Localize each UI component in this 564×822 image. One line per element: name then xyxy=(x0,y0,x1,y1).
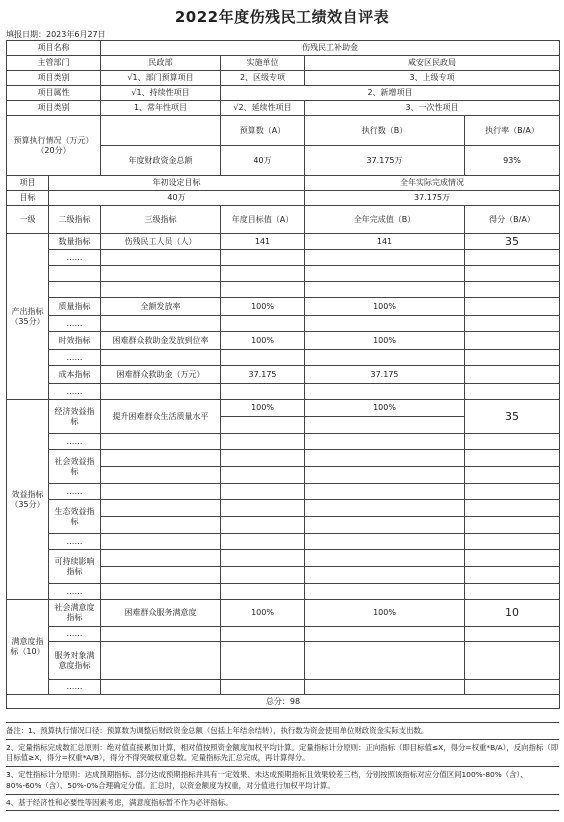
attr-opt-1: √1、持续性项目 xyxy=(101,86,221,101)
effect-ellipsis-3: …… xyxy=(49,534,101,550)
output-ellipsis-4: …… xyxy=(49,384,101,400)
budget-blank xyxy=(101,116,221,146)
label-project-name: 项目名称 xyxy=(7,41,101,56)
type2-opt-1: 1、常年性项目 xyxy=(101,101,221,116)
output-quality-target: 100% xyxy=(221,298,305,316)
budget-label: 预算执行情况（万元）（20分） xyxy=(7,116,101,176)
col-head-level3: 三级指标 xyxy=(101,206,221,234)
budget-value-rate: 93% xyxy=(465,146,560,176)
notes-section xyxy=(6,722,559,811)
budget-row-label: 年度财政资金总额 xyxy=(101,146,221,176)
effect-social-label: 社会效益指标 xyxy=(49,450,101,484)
budget-value-b: 37.175万 xyxy=(305,146,465,176)
type1-opt-3: 3、上级专项 xyxy=(305,71,560,86)
type2-opt-3: 3、一次性项目 xyxy=(305,101,560,116)
satisfy-score: 10 xyxy=(465,600,560,627)
value-impl: 咸安区民政局 xyxy=(305,56,560,71)
effect-sustain-label: 可持续影响指标 xyxy=(49,550,101,584)
goal-header-actual: 全年实际完成情况 xyxy=(305,176,560,191)
output-cost-label: 成本指标 xyxy=(49,366,101,384)
label-dept: 主管部门 xyxy=(7,56,101,71)
fill-date: 填报日期：2023年6月27日 xyxy=(6,30,106,39)
goal-value-actual: 37.175万 xyxy=(305,191,560,206)
label-type1: 项目类别 xyxy=(7,71,101,86)
note-4: 4、基于经济性和必要性等因素考虑，满意度指标暂不作为必评指标。 xyxy=(6,794,559,812)
effect-ellipsis-1: …… xyxy=(49,434,101,450)
effect-econ-actual: 100% xyxy=(305,400,465,417)
budget-header-rate: 执行率（B/A） xyxy=(465,116,560,146)
type1-opt-1: √1、部门预算项目 xyxy=(101,71,221,86)
output-ellipsis-1: …… xyxy=(49,250,101,266)
effect-econ-item: 提升困难群众生活质量水平 xyxy=(101,400,221,434)
col-head-actual: 全年完成值（B） xyxy=(305,206,465,234)
effect-label: 效益指标（35分） xyxy=(7,400,49,600)
output-label: 产出指标（35分） xyxy=(7,234,49,400)
attr-opt-2: 2、新增项目 xyxy=(221,86,560,101)
budget-value-a: 40万 xyxy=(221,146,305,176)
output-qty-label: 数量指标 xyxy=(49,234,101,250)
type1-opt-2: 2、区级专项 xyxy=(221,71,305,86)
output-time-item: 困难群众救助金发放到位率 xyxy=(101,332,221,350)
output-quality-actual: 100% xyxy=(305,298,465,316)
output-quality-item: 全额发放率 xyxy=(101,298,221,316)
output-cost-target: 37.175 xyxy=(221,366,305,384)
budget-header-a: 预算数（A） xyxy=(221,116,305,146)
col-head-level2: 二级指标 xyxy=(49,206,101,234)
goal-value-annual: 40万 xyxy=(49,191,305,206)
page-title: 2022年度伤残民工绩效自评表 xyxy=(174,8,390,26)
effect-econ-label: 经济效益指标 xyxy=(49,400,101,434)
evaluation-table xyxy=(6,40,560,709)
label-attr: 项目属性 xyxy=(7,86,101,101)
col-head-target: 年度目标值（A） xyxy=(221,206,305,234)
col-head-level1: 一级 xyxy=(7,206,49,234)
note-3: 3、定性指标计分原则：达成预期指标、部分达成预期指标并具有一定效果、未达成预期指标且效果较差三档，分别按照该指标对应分值区间100%-80%（含）、80%-60%（含）、50%-0%合理确定分值。汇总时，以资金额度为权重，对分值进行加权平均计算。 xyxy=(6,766,559,793)
output-quality-label: 质量指标 xyxy=(49,298,101,316)
output-score: 35 xyxy=(465,234,560,250)
satisfy-social-actual: 100% xyxy=(305,600,465,627)
col-head-score: 得分（B/A） xyxy=(465,206,560,234)
value-dept: 民政部 xyxy=(101,56,221,71)
satisfy-social-target: 100% xyxy=(221,600,305,627)
effect-score: 35 xyxy=(465,400,560,434)
output-cost-item: 困难群众救助金（万元） xyxy=(101,366,221,384)
output-qty-actual: 141 xyxy=(305,234,465,250)
type2-opt-2: √2、延续性项目 xyxy=(221,101,305,116)
output-qty-item: 伤残民工人员（人） xyxy=(101,234,221,250)
output-cost-actual: 37.175 xyxy=(305,366,465,384)
label-impl: 实施单位 xyxy=(221,56,305,71)
output-ellipsis-3: …… xyxy=(49,350,101,366)
output-time-actual: 100% xyxy=(305,332,465,350)
satisfy-social-label: 社会满意度指标 xyxy=(49,600,101,627)
label-type2: 项目类别 xyxy=(7,101,101,116)
effect-econ-target: 100% xyxy=(221,400,305,417)
output-qty-target: 141 xyxy=(221,234,305,250)
value-project-name: 伤残民工补助金 xyxy=(101,41,560,56)
goal-label-2: 目标 xyxy=(7,191,49,206)
output-time-target: 100% xyxy=(221,332,305,350)
satisfy-service-label: 服务对象满意度指标 xyxy=(49,642,101,680)
output-time-label: 时效指标 xyxy=(49,332,101,350)
output-ellipsis-2: …… xyxy=(49,316,101,332)
goal-header-annual: 年初设定目标 xyxy=(49,176,305,191)
satisfy-social-item: 困难群众服务满意度 xyxy=(101,600,221,627)
satisfy-ellipsis-2: …… xyxy=(49,680,101,695)
goal-label-1: 项目 xyxy=(7,176,49,191)
budget-header-b: 执行数（B） xyxy=(305,116,465,146)
total-score: 总分：98 xyxy=(7,695,560,709)
effect-eco-label: 生态效益指标 xyxy=(49,500,101,534)
satisfy-label: 满意度指标（10） xyxy=(7,600,49,695)
note-1: 备注：1、预算执行情况口径：预算数为调整后财政资金总额（包括上年结余结转），执行数为资金使用单位财政资金实际支出数。 xyxy=(6,722,559,739)
note-2: 2、定量指标完成数汇总原则：绝对值直接累加计算，相对值按照资金额度加权平均计算。定量指标计分原则：正向指标（即目标值≤X，得分=权重*B/A），反向指标（即目标值≥X，得分=权重*A/B），得分不得突破权重总数。定量指标先汇总完成，再计算得分。 xyxy=(6,739,559,766)
effect-ellipsis-4: …… xyxy=(49,584,101,600)
satisfy-ellipsis-1: …… xyxy=(49,627,101,642)
effect-ellipsis-2: …… xyxy=(49,484,101,500)
